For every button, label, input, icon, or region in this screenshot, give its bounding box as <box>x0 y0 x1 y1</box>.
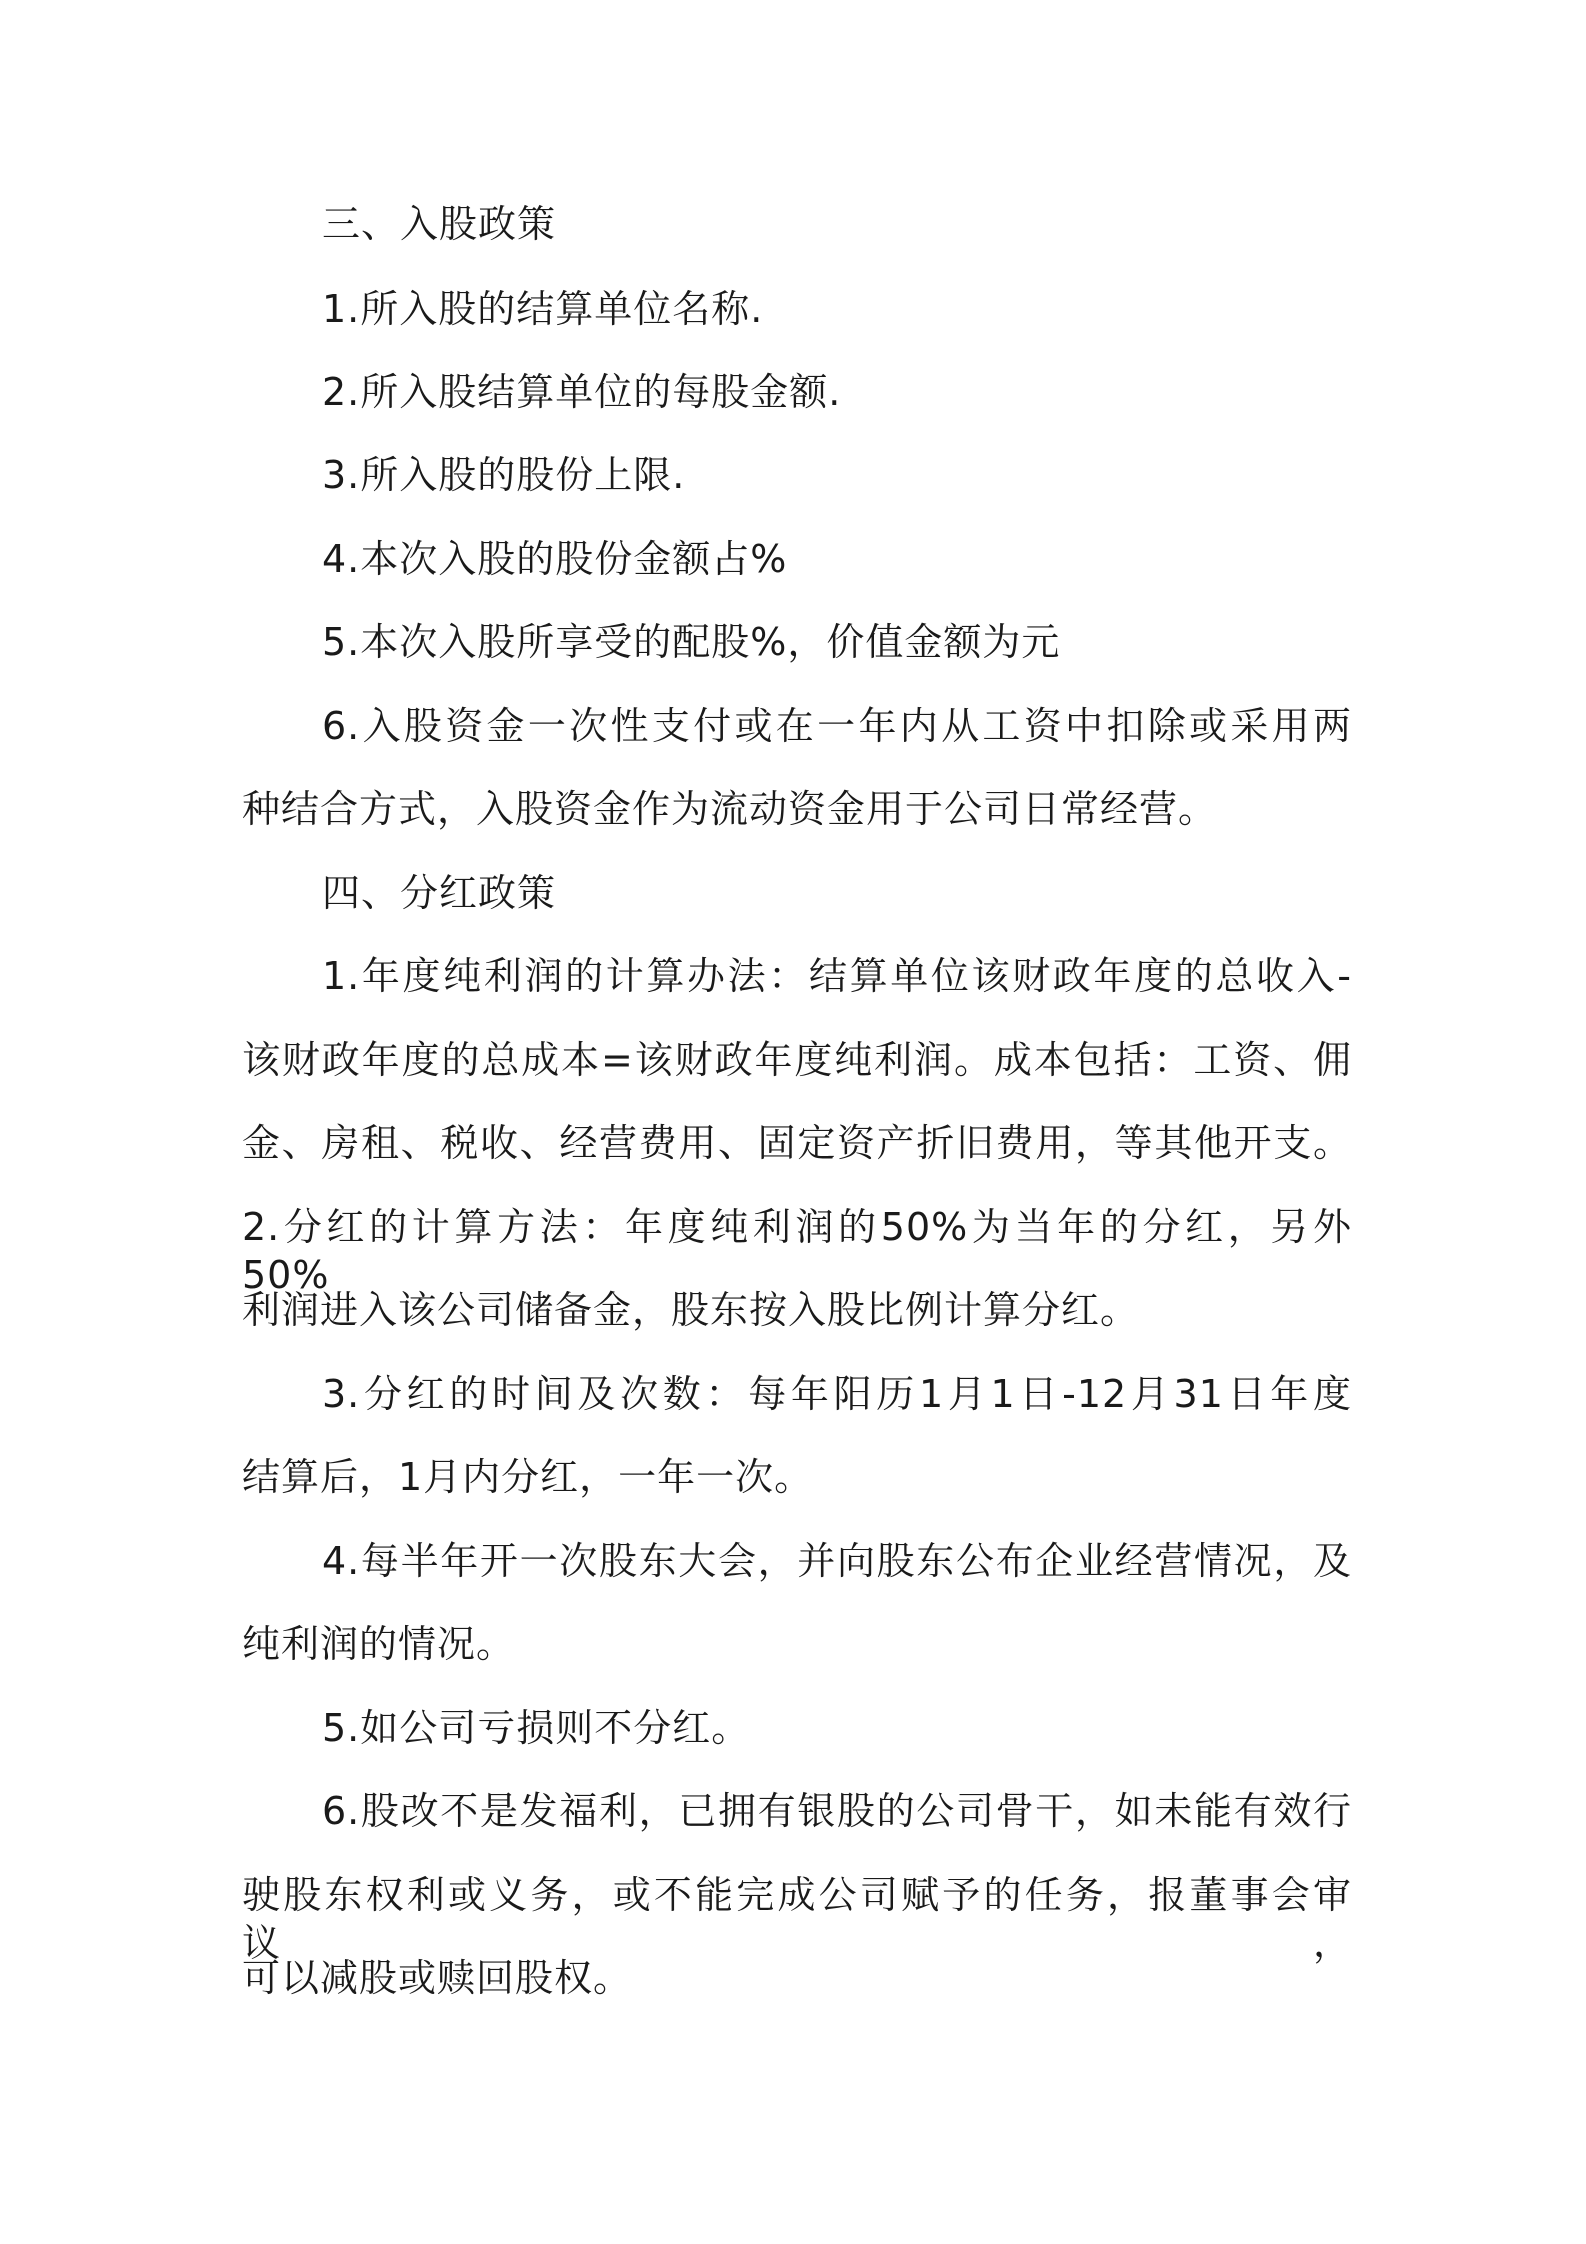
dividend-item-6-line-2: 驶股东权利或义务，或不能完成公司赋予的任务，报董事会审议， <box>242 1873 1352 1965</box>
dividend-item-2-line-2: 利润进入该公司储备金，股东按入股比例计算分红。 <box>242 1288 1140 1332</box>
share-policy-item-4: 4.本次入股的股份金额占% <box>322 537 788 581</box>
dividend-item-1-line-2: 该财政年度的总成本=该财政年度纯利润。成本包括：工资、佣 <box>242 1038 1352 1082</box>
dividend-item-4-line-2: 纯利润的情况。 <box>242 1622 516 1666</box>
share-policy-item-6-line-2: 种结合方式，入股资金作为流动资金用于公司日常经营。 <box>242 787 1218 831</box>
dividend-item-3-line-1: 3.分红的时间及次数：每年阳历1月1日-12月31日年度 <box>322 1372 1352 1416</box>
section-heading-share-policy: 三、入股政策 <box>322 202 557 246</box>
share-policy-item-6-line-1: 6.入股资金一次性支付或在一年内从工资中扣除或采用两 <box>322 704 1352 748</box>
dividend-item-1-line-1: 1.年度纯利润的计算办法：结算单位该财政年度的总收入- <box>322 954 1352 998</box>
dividend-item-1-line-3: 金、房租、税收、经营费用、固定资产折旧费用，等其他开支。 <box>242 1121 1352 1165</box>
dividend-item-5: 5.如公司亏损则不分红。 <box>322 1706 751 1750</box>
dividend-item-2-line-1: 2.分红的计算方法：年度纯利润的50%为当年的分红，另外50% <box>242 1205 1352 1297</box>
section-heading-dividend-policy: 四、分红政策 <box>322 871 557 915</box>
share-policy-item-2: 2.所入股结算单位的每股金额. <box>322 370 842 414</box>
share-policy-item-5: 5.本次入股所享受的配股%，价值金额为元 <box>322 620 1061 664</box>
share-policy-item-3: 3.所入股的股份上限. <box>322 453 686 497</box>
dividend-item-6-line-3: 可以减股或赎回股权。 <box>242 1956 633 2000</box>
dividend-item-3-line-2: 结算后，1月内分红，一年一次。 <box>242 1455 814 1499</box>
dividend-item-4-line-1: 4.每半年开一次股东大会，并向股东公布企业经营情况，及 <box>322 1539 1352 1583</box>
dividend-item-6-line-1: 6.股改不是发福利，已拥有银股的公司骨干，如未能有效行 <box>322 1789 1352 1833</box>
share-policy-item-1: 1.所入股的结算单位名称. <box>322 287 764 331</box>
